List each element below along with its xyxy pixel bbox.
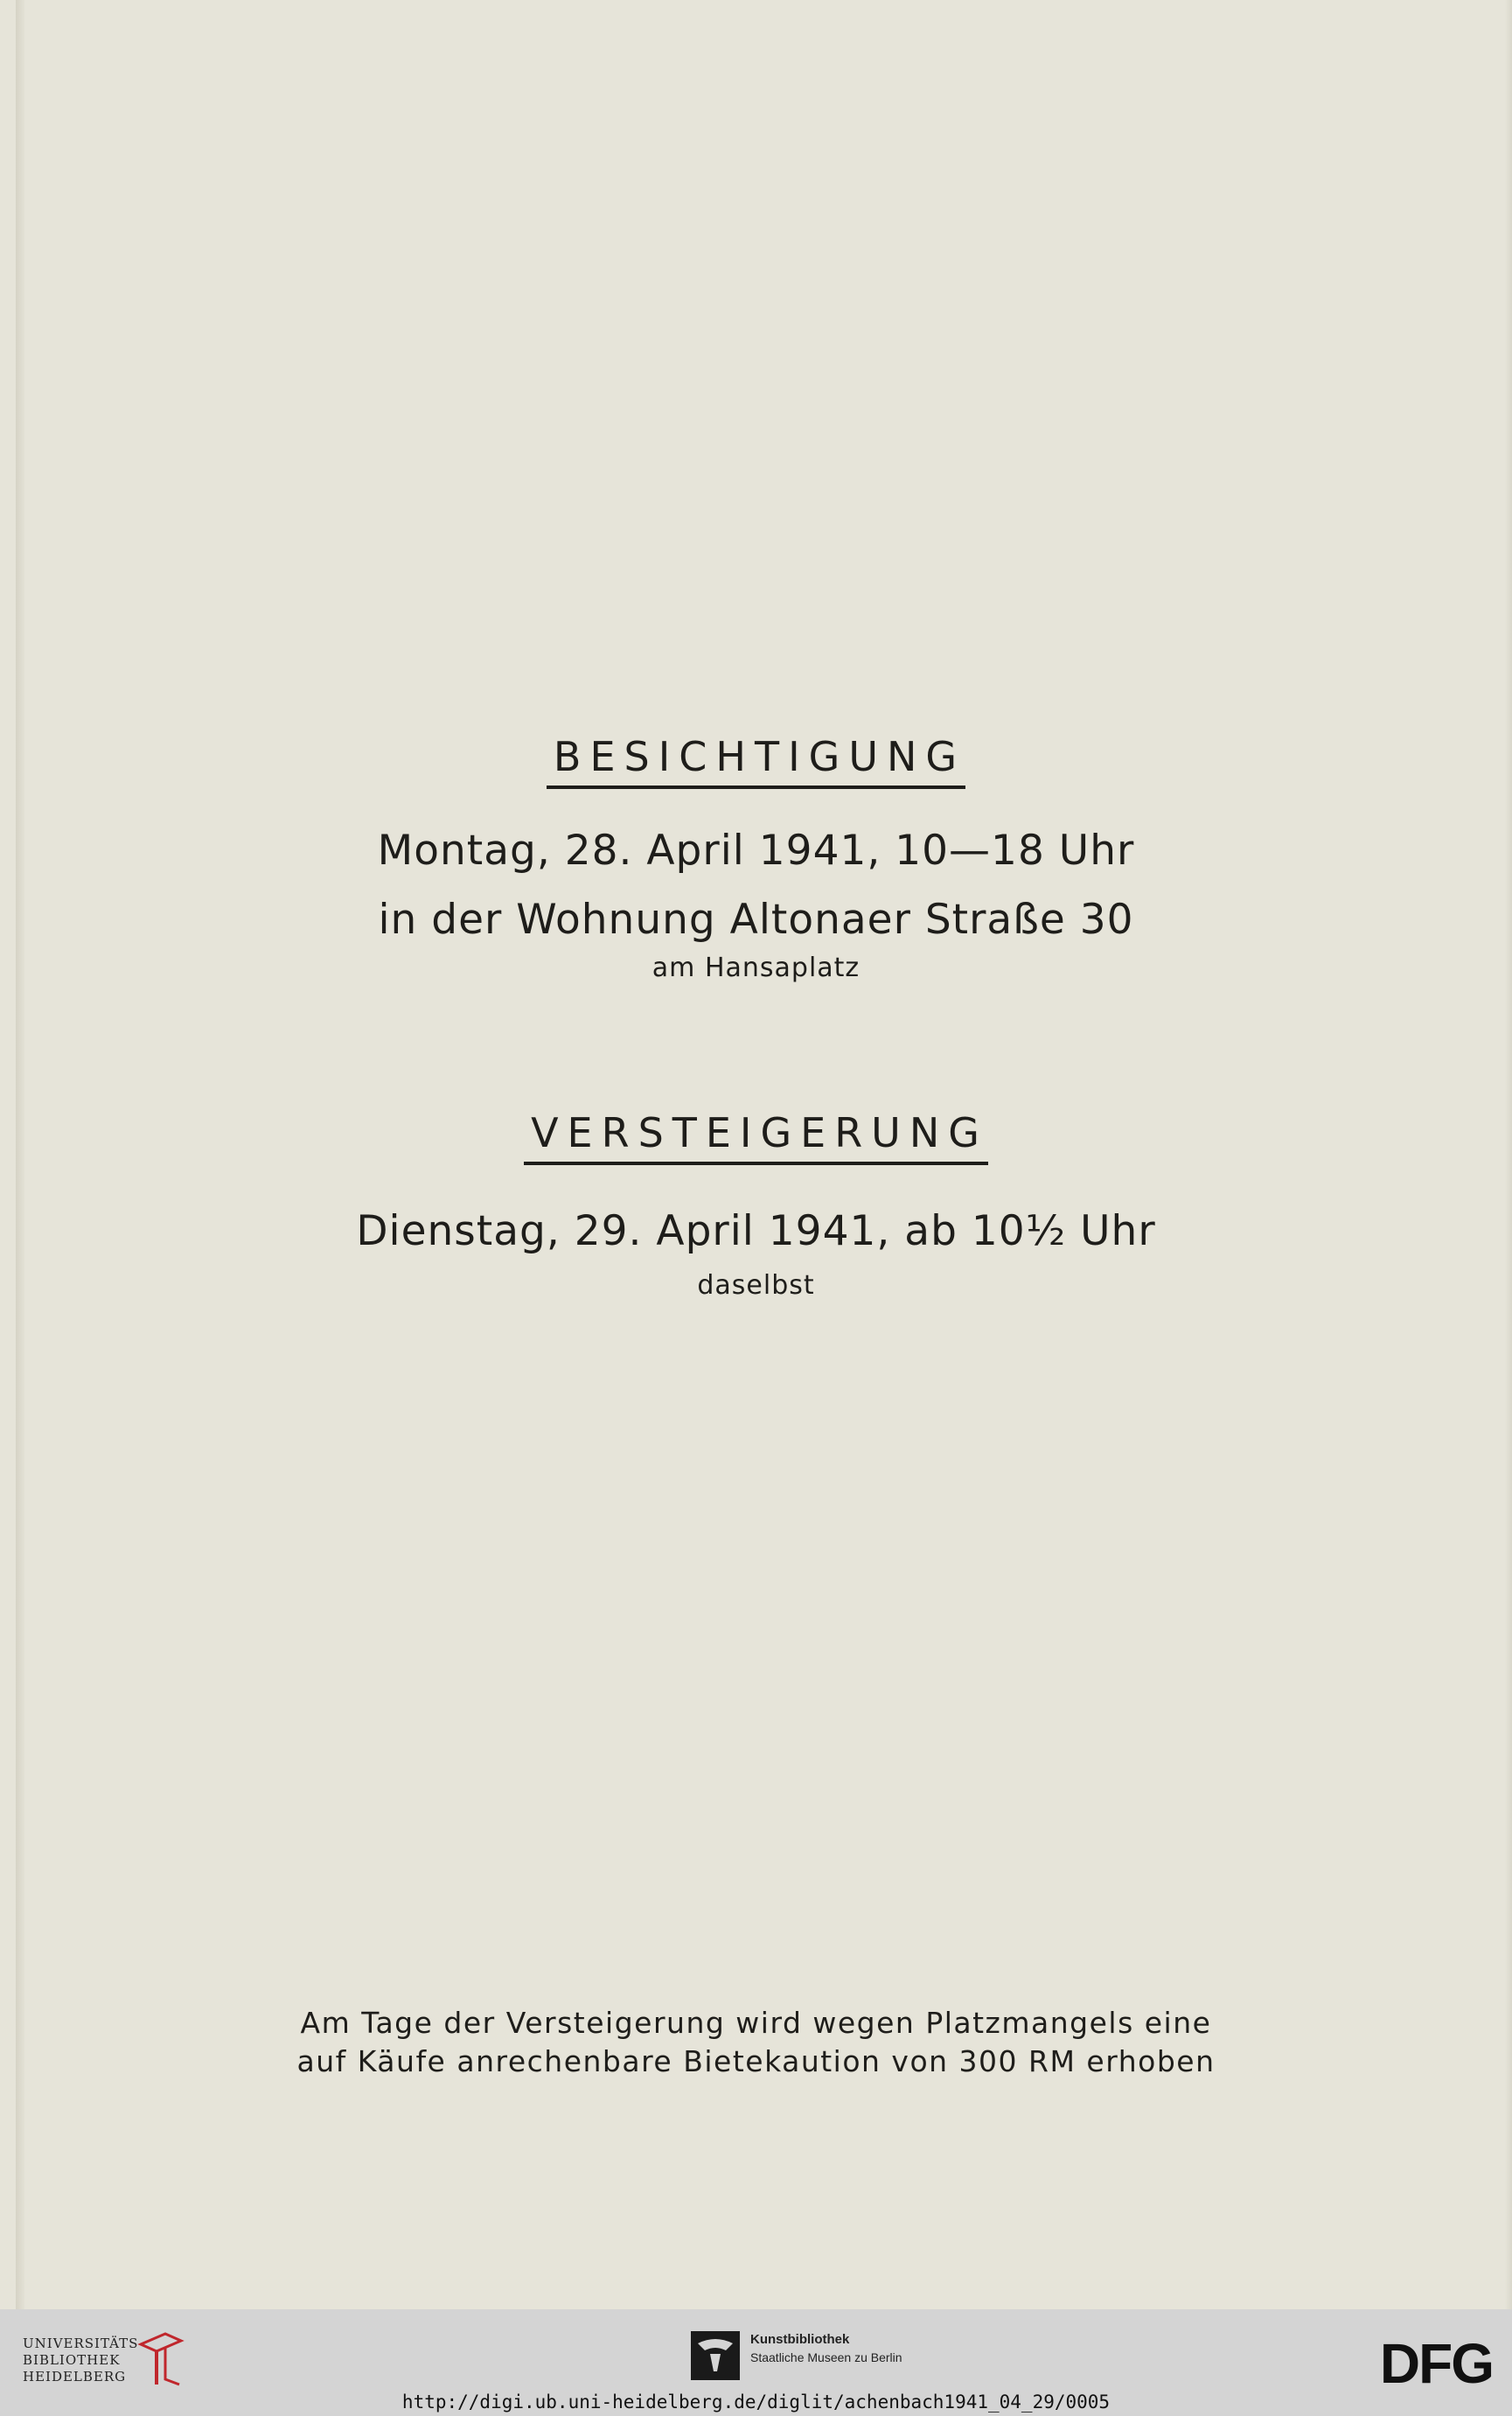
notice-line-2: auf Käufe anrechenbare Bietekaution von 300 RM erhoben [296,2044,1216,2078]
auction-date: Dienstag, 29. April 1941, ab 10½ Uhr [356,1207,1156,1255]
dfg-logo: DFG [1379,2332,1493,2395]
viewing-heading: BESICHTIGUNG [0,733,1512,789]
viewing-place: in der Wohnung Altonaer Straße 30 [378,896,1134,944]
kunstbibliothek-eagle-icon [691,2331,740,2380]
auction-heading: VERSTEIGERUNG [0,1109,1512,1165]
library-subtitle: Staatliche Museen zu Berlin [750,2350,902,2364]
auction-place: daselbst [697,1270,815,1301]
notice-line-1: Am Tage der Versteigerung wird wegen Platzmangels eine [300,2006,1212,2040]
university-line-1: UNIVERSITÄTS- [23,2336,145,2351]
university-line-2: BIBLIOTHEK [23,2352,121,2368]
digitization-footer [0,2309,1512,2416]
source-url[interactable]: http://digi.ub.uni-heidelberg.de/diglit/achenbach1941_04_29/0005 [401,2392,1111,2413]
viewing-place-note: am Hansaplatz [651,953,861,983]
viewing-date: Montag, 28. April 1941, 10—18 Uhr [377,827,1135,875]
university-line-3: HEIDELBERG [23,2369,127,2385]
ub-heidelberg-mark-icon [136,2329,188,2390]
kunstbibliothek-label [750,2331,902,2366]
library-name: Kunstbibliothek [750,2332,850,2347]
university-library-logo [23,2336,144,2385]
